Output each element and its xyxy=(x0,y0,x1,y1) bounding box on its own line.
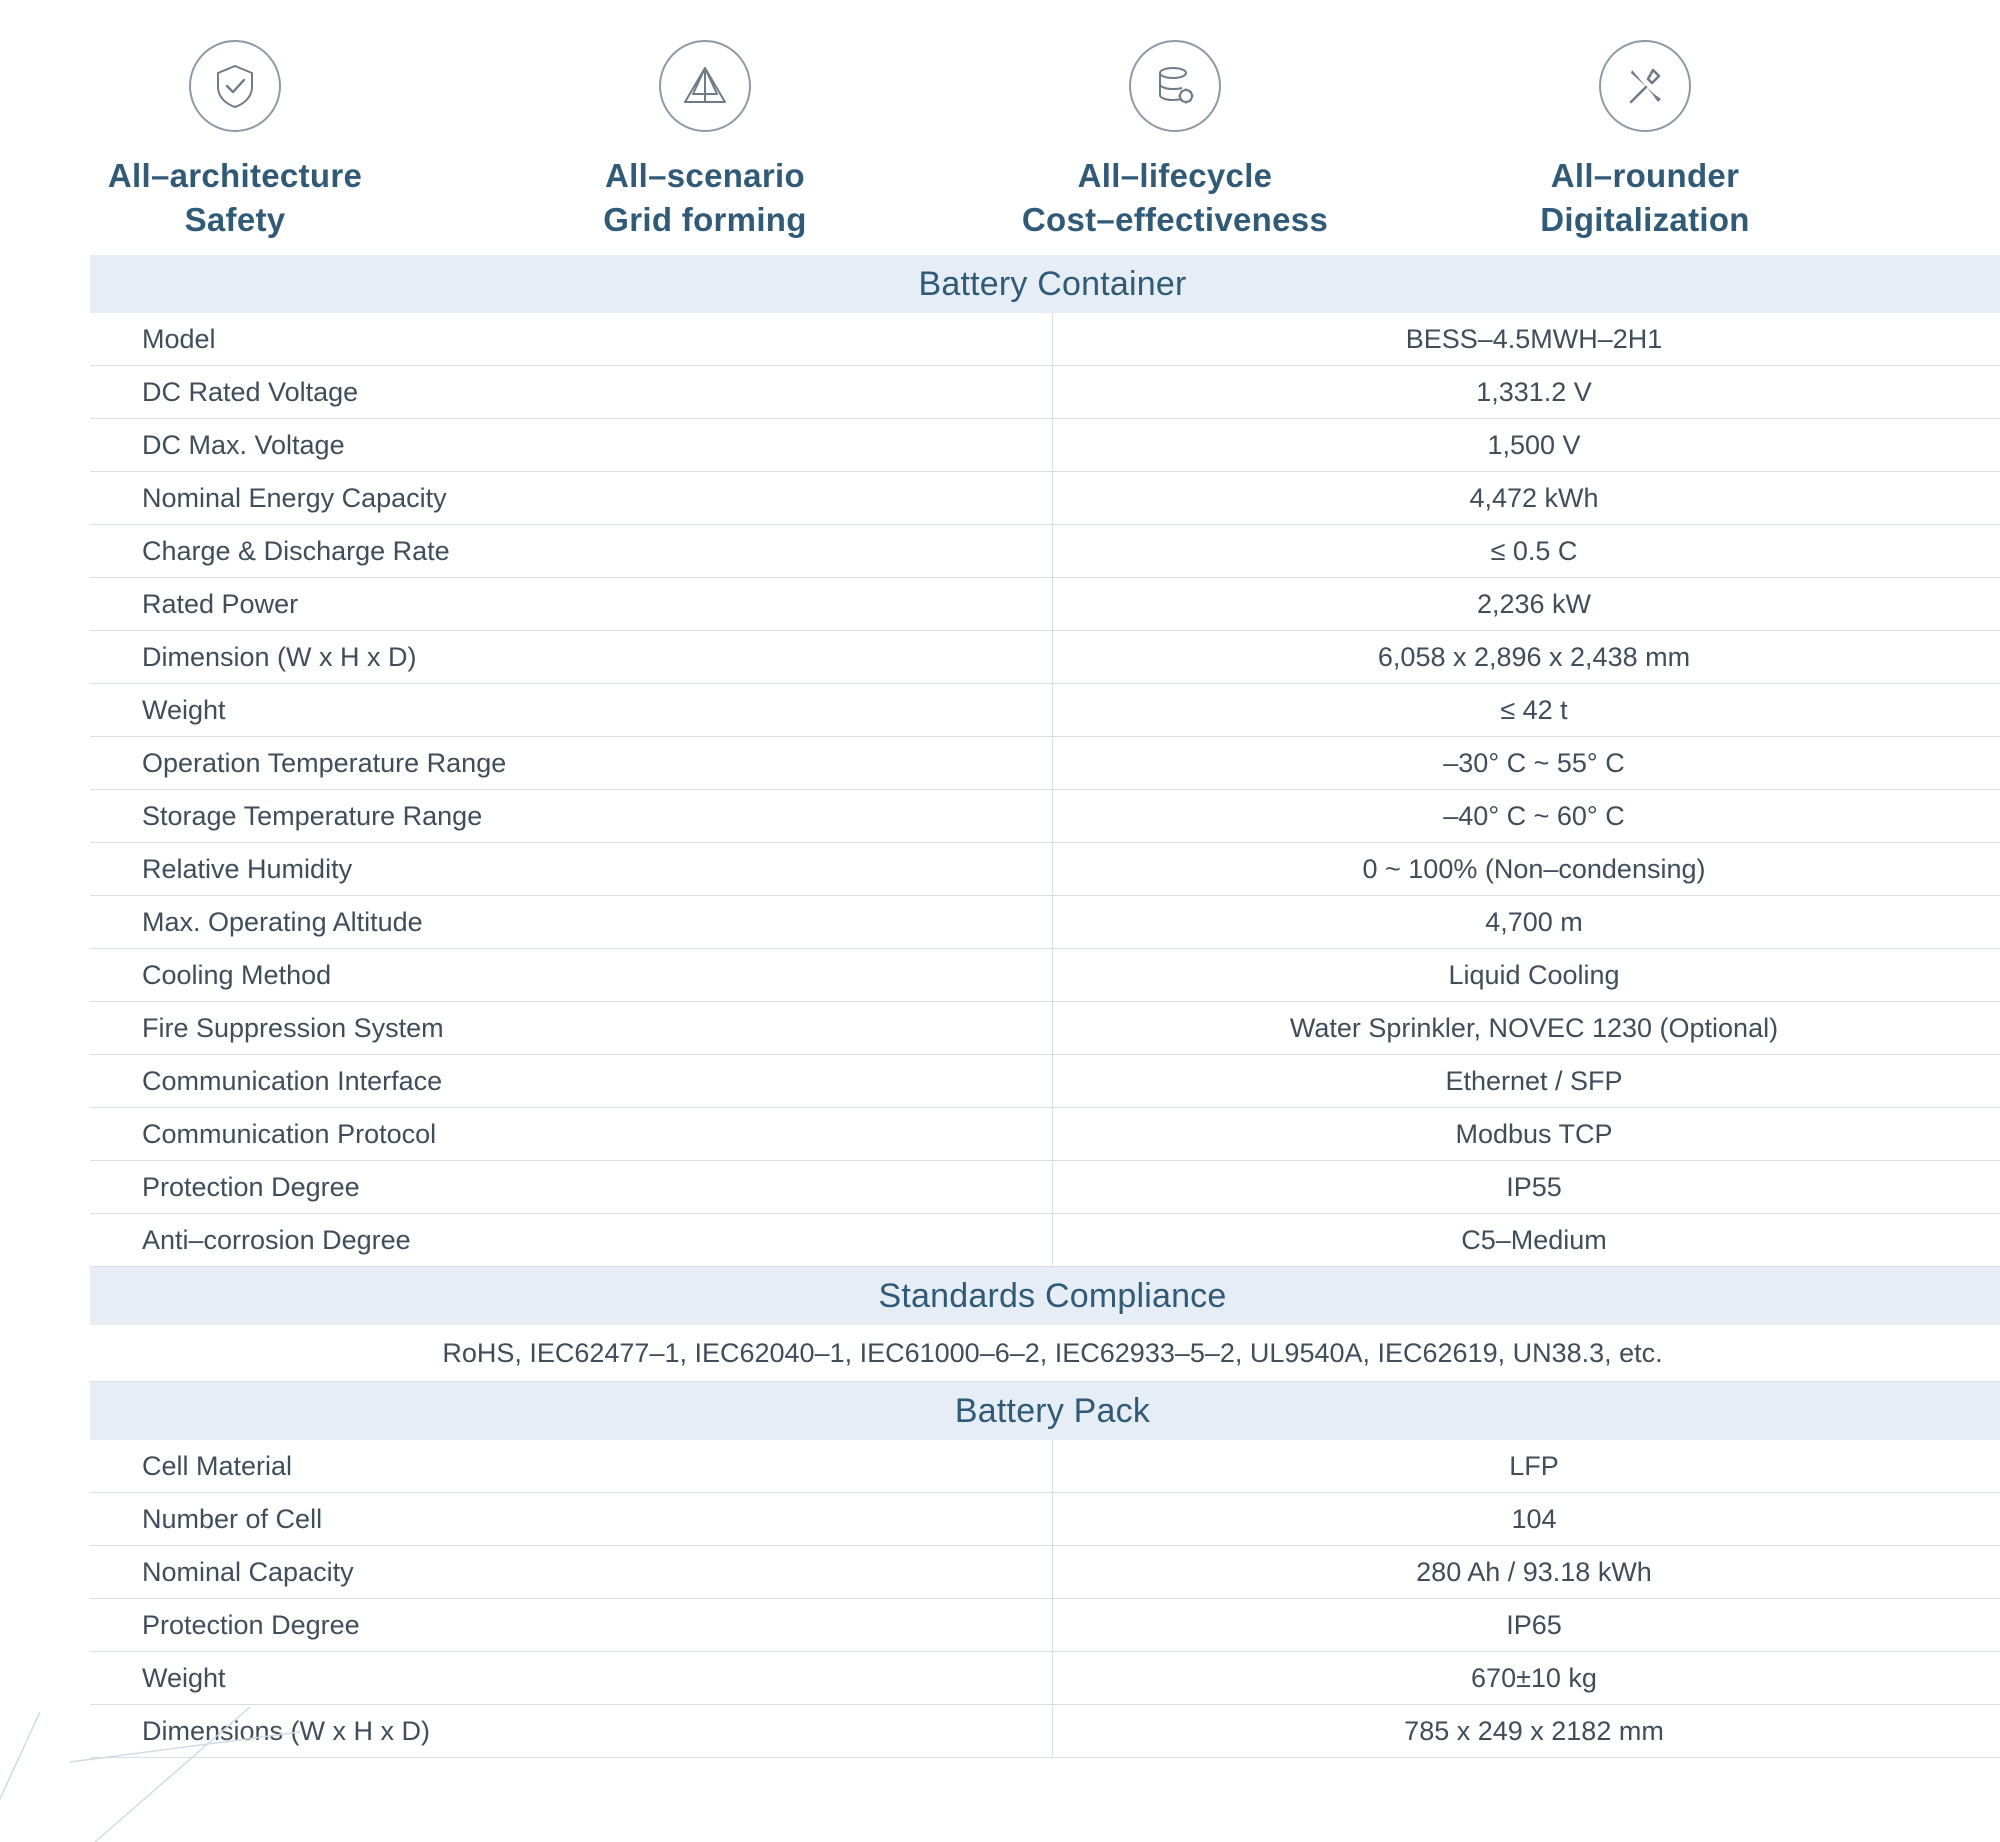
row-value: C5–Medium xyxy=(1053,1214,2000,1267)
feature-title-line1: All–lifecycle xyxy=(1077,157,1273,194)
row-value: 2,236 kW xyxy=(1053,578,2000,631)
shield-check-icon xyxy=(189,40,281,132)
spec-table xyxy=(90,255,2000,1758)
row-label: Relative Humidity xyxy=(90,843,1053,896)
row-label: Dimension (W x H x D) xyxy=(90,631,1053,684)
row-label: Communication Interface xyxy=(90,1055,1053,1108)
section-title: Standards Compliance xyxy=(90,1267,2000,1326)
row-value: –30° C ~ 55° C xyxy=(1053,737,2000,790)
row-value: IP65 xyxy=(1053,1599,2000,1652)
row-label: Fire Suppression System xyxy=(90,1002,1053,1055)
tools-icon xyxy=(1599,40,1691,132)
table-row xyxy=(90,1599,2000,1652)
row-value: 1,500 V xyxy=(1053,419,2000,472)
row-label: Weight xyxy=(90,684,1053,737)
specification-tables xyxy=(35,255,1965,1758)
row-value: 1,331.2 V xyxy=(1053,366,2000,419)
table-row xyxy=(90,578,2000,631)
table-row xyxy=(90,1214,2000,1267)
row-value: Liquid Cooling xyxy=(1053,949,2000,1002)
row-value: BESS–4.5MWH–2H1 xyxy=(1053,313,2000,366)
row-value: 280 Ah / 93.18 kWh xyxy=(1053,1546,2000,1599)
table-row xyxy=(90,790,2000,843)
table-row xyxy=(90,843,2000,896)
table-row xyxy=(90,684,2000,737)
row-label: Nominal Energy Capacity xyxy=(90,472,1053,525)
row-label: Protection Degree xyxy=(90,1161,1053,1214)
table-row xyxy=(90,472,2000,525)
row-label: Cooling Method xyxy=(90,949,1053,1002)
feature-title xyxy=(1022,154,1328,241)
row-value: 4,472 kWh xyxy=(1053,472,2000,525)
table-row xyxy=(90,631,2000,684)
table-row xyxy=(90,896,2000,949)
feature-title-line2: Cost–effectiveness xyxy=(1021,200,1329,238)
row-label: Weight xyxy=(90,1652,1053,1705)
section-title: Battery Container xyxy=(90,255,2000,313)
row-value: Water Sprinkler, NOVEC 1230 (Optional) xyxy=(1053,1002,2000,1055)
table-row xyxy=(90,366,2000,419)
table-row xyxy=(90,419,2000,472)
standards-compliance-row xyxy=(90,1325,2000,1382)
table-row xyxy=(90,525,2000,578)
row-label: Max. Operating Altitude xyxy=(90,896,1053,949)
standards-compliance-text: RoHS, IEC62477–1, IEC62040–1, IEC61000–6–2, IEC62933–5–2, UL9540A, IEC62619, UN38.3, etc. xyxy=(90,1325,2000,1382)
row-label: Cell Material xyxy=(90,1440,1053,1493)
row-label: Rated Power xyxy=(90,578,1053,631)
feature-title-line2: Digitalization xyxy=(1540,200,1750,238)
row-value: 6,058 x 2,896 x 2,438 mm xyxy=(1053,631,2000,684)
table-row xyxy=(90,1440,2000,1493)
row-label: Anti–corrosion Degree xyxy=(90,1214,1053,1267)
feature-all-architecture-safety xyxy=(0,40,470,241)
row-value: 4,700 m xyxy=(1053,896,2000,949)
feature-highlights xyxy=(0,0,2000,241)
section-header-battery-container xyxy=(90,255,2000,313)
row-value: 785 x 249 x 2182 mm xyxy=(1053,1705,2000,1758)
feature-all-lifecycle-cost-effectiveness xyxy=(940,40,1410,241)
table-row xyxy=(90,1108,2000,1161)
row-value: ≤ 0.5 C xyxy=(1053,525,2000,578)
row-label: Protection Degree xyxy=(90,1599,1053,1652)
table-row xyxy=(90,737,2000,790)
feature-title-line1: All–architecture xyxy=(107,157,363,194)
table-row xyxy=(90,1055,2000,1108)
section-header-standards-compliance xyxy=(90,1267,2000,1326)
row-label: DC Rated Voltage xyxy=(90,366,1053,419)
feature-all-rounder-digitalization xyxy=(1410,40,1880,241)
row-value: 670±10 kg xyxy=(1053,1652,2000,1705)
table-row xyxy=(90,1493,2000,1546)
feature-title-line1: All–rounder xyxy=(1550,157,1740,194)
row-value: 104 xyxy=(1053,1493,2000,1546)
table-row xyxy=(90,1705,2000,1758)
row-value: Modbus TCP xyxy=(1053,1108,2000,1161)
database-gear-icon xyxy=(1129,40,1221,132)
feature-title xyxy=(108,154,362,241)
feature-title-line1: All–scenario xyxy=(605,157,805,194)
row-value: LFP xyxy=(1053,1440,2000,1493)
section-title: Battery Pack xyxy=(90,1382,2000,1441)
row-label: Storage Temperature Range xyxy=(90,790,1053,843)
feature-title xyxy=(603,154,806,241)
row-label: Model xyxy=(90,313,1053,366)
table-row xyxy=(90,1161,2000,1214)
feature-title-line2: Safety xyxy=(184,200,286,238)
row-label: Charge & Discharge Rate xyxy=(90,525,1053,578)
table-row xyxy=(90,1652,2000,1705)
feature-all-scenario-grid-forming xyxy=(470,40,940,241)
row-label: Nominal Capacity xyxy=(90,1546,1053,1599)
row-value: ≤ 42 t xyxy=(1053,684,2000,737)
row-label: Operation Temperature Range xyxy=(90,737,1053,790)
row-value: Ethernet / SFP xyxy=(1053,1055,2000,1108)
feature-title xyxy=(1540,154,1750,241)
table-row xyxy=(90,1546,2000,1599)
pyramid-icon xyxy=(659,40,751,132)
table-row xyxy=(90,313,2000,366)
row-value: IP55 xyxy=(1053,1161,2000,1214)
row-label: Number of Cell xyxy=(90,1493,1053,1546)
row-value: –40° C ~ 60° C xyxy=(1053,790,2000,843)
feature-title-line2: Grid forming xyxy=(603,200,807,238)
row-label: Communication Protocol xyxy=(90,1108,1053,1161)
table-row xyxy=(90,949,2000,1002)
row-label: DC Max. Voltage xyxy=(90,419,1053,472)
row-label: Dimensions (W x H x D) xyxy=(90,1705,1053,1758)
table-row xyxy=(90,1002,2000,1055)
row-value: 0 ~ 100% (Non–condensing) xyxy=(1053,843,2000,896)
section-header-battery-pack xyxy=(90,1382,2000,1441)
